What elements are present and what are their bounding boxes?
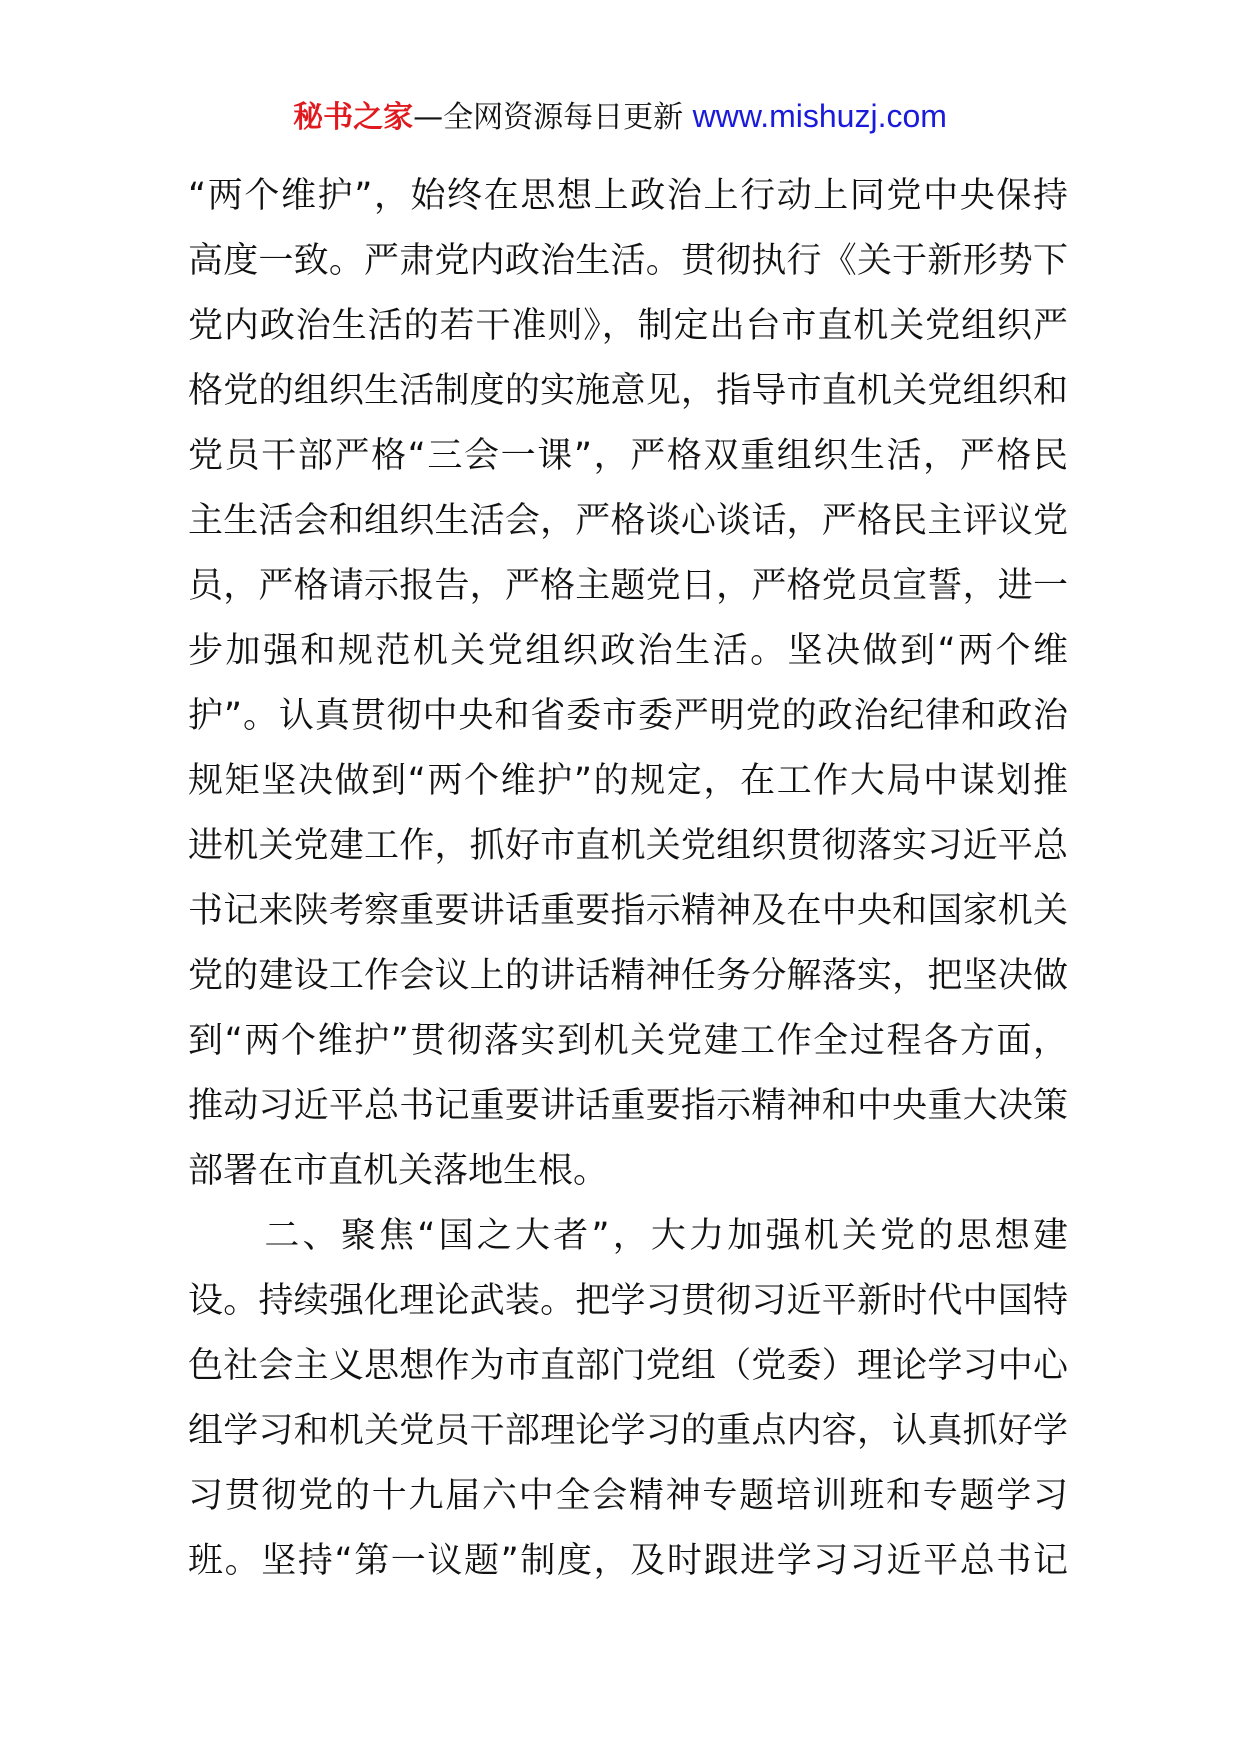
site-brand: 秘书之家 — [293, 100, 414, 135]
body-line: 设。持续强化理论武装。把学习贯彻习近平新时代中国特 — [188, 1281, 1068, 1321]
body-line: 进机关党建工作，抓好市直机关党组织贯彻落实习近平总 — [188, 826, 1068, 866]
site-slogan: —全网资源每日更新 — [413, 100, 693, 135]
section-heading-line: 二、聚焦“国之大者”，大力加强机关党的思想建 — [188, 1216, 1068, 1256]
body-line: 推动习近平总书记重要讲话重要指示精神和中央重大决策 — [188, 1086, 1068, 1126]
body-line: 习贯彻党的十九届六中全会精神专题培训班和专题学习 — [188, 1476, 1068, 1516]
body-line: 步加强和规范机关党组织政治生活。坚决做到“两个维 — [188, 631, 1068, 671]
body-line: 组学习和机关党员干部理论学习的重点内容，认真抓好学 — [188, 1411, 1068, 1451]
body-line: 格党的组织生活制度的实施意见，指导市直机关党组织和 — [188, 371, 1068, 411]
body-line: 党员干部严格“三会一课”，严格双重组织生活，严格民 — [188, 436, 1068, 476]
body-line: 书记来陕考察重要讲话重要指示精神及在中央和国家机关 — [188, 891, 1068, 931]
body-line: 班。坚持“第一议题”制度，及时跟进学习习近平总书记 — [188, 1541, 1068, 1581]
body-line: 护”。认真贯彻中央和省委市委严明党的政治纪律和政治 — [188, 696, 1068, 736]
body-line: 规矩坚决做到“两个维护”的规定，在工作大局中谋划推 — [188, 761, 1068, 801]
document-body — [188, 164, 1068, 1594]
body-line: 到“两个维护”贯彻落实到机关党建工作全过程各方面， — [188, 1021, 1068, 1061]
body-line: 主生活会和组织生活会，严格谈心谈话，严格民主评议党 — [188, 501, 1068, 541]
body-line: 高度一致。严肃党内政治生活。贯彻执行《关于新形势下 — [188, 241, 1068, 281]
body-line: 部署在市直机关落地生根。 — [188, 1151, 609, 1191]
site-url-link[interactable]: www.mishuzj.com — [692, 98, 947, 134]
body-line: 党的建设工作会议上的讲话精神任务分解落实，把坚决做 — [188, 956, 1068, 996]
body-line: 色社会主义思想作为市直部门党组（党委）理论学习中心 — [188, 1346, 1068, 1386]
body-line: 员，严格请示报告，严格主题党日，严格党员宣誓，进一 — [188, 566, 1068, 606]
body-line: 党内政治生活的若干准则》，制定出台市直机关党组织严 — [188, 306, 1068, 346]
site-header — [0, 96, 1240, 138]
body-line: “两个维护”，始终在思想上政治上行动上同党中央保持 — [188, 176, 1068, 216]
